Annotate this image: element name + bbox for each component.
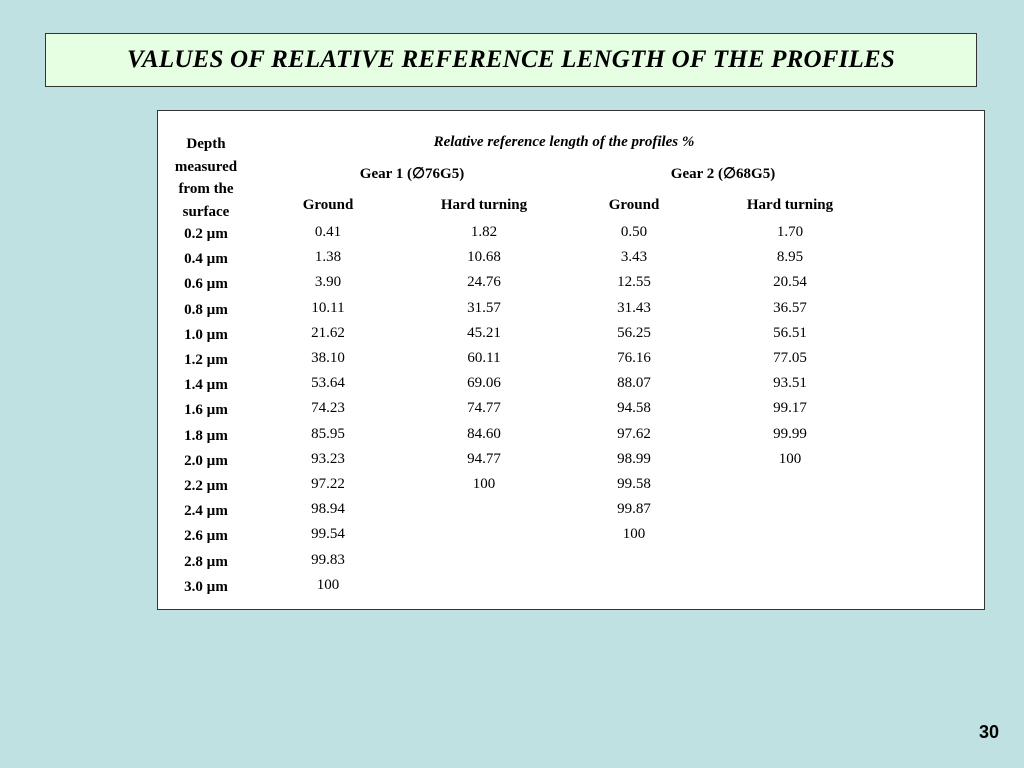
gear1-header: Gear 1 (∅76G5) — [359, 166, 465, 182]
value-cell: 93.23 — [311, 450, 345, 467]
value-cell: 21.62 — [311, 324, 345, 341]
depth-cell: 2.6 µm — [184, 528, 228, 545]
value-cell: 99.54 — [311, 526, 345, 543]
value-cell: 97.62 — [617, 425, 651, 442]
depth-cell: 1.8 µm — [184, 427, 228, 444]
depth-cell: 2.2 µm — [184, 478, 228, 494]
value-cell: 38.10 — [311, 350, 345, 366]
value-cell: 3.90 — [314, 274, 342, 291]
value-cell: 74.77 — [467, 400, 501, 417]
value-cell: 77.05 — [773, 350, 807, 366]
depth-header-line: surface — [182, 203, 230, 220]
depth-header-line: Depth — [186, 136, 226, 152]
value-cell: 98.94 — [311, 501, 345, 518]
value-cell: 98.99 — [617, 450, 651, 467]
value-cell: 99.83 — [311, 551, 345, 568]
depth-cell: 0.6 µm — [184, 276, 228, 293]
depth-cell: 1.6 µm — [184, 402, 228, 419]
value-cell: 0.41 — [314, 224, 342, 240]
depth-cell: 1.4 µm — [184, 377, 228, 394]
value-cell: 1.38 — [314, 249, 342, 266]
value-cell: 3.43 — [620, 249, 648, 266]
value-cell: 8.95 — [776, 249, 804, 266]
value-cell: 69.06 — [467, 375, 501, 392]
data-table — [157, 110, 985, 610]
value-cell: 31.57 — [467, 299, 501, 316]
depth-header-line: from the — [178, 181, 234, 197]
value-cell: 84.60 — [467, 425, 501, 442]
value-cell: 1.70 — [776, 224, 804, 240]
value-cell: 24.76 — [467, 274, 501, 291]
value-cell: 88.07 — [617, 375, 651, 392]
value-cell: 97.22 — [311, 476, 345, 492]
depth-header — [163, 133, 249, 223]
value-cell: 0.50 — [620, 224, 648, 240]
value-cell: 99.87 — [617, 501, 651, 518]
value-cell: 76.16 — [617, 350, 651, 366]
value-cell: 99.17 — [773, 400, 807, 417]
depth-cell: 2.0 µm — [184, 452, 228, 469]
value-cell: 99.58 — [617, 476, 651, 492]
value-cell: 45.21 — [467, 324, 501, 341]
value-cell: 74.23 — [311, 400, 345, 417]
value-cell: 100 — [778, 450, 802, 467]
slide-title: VALUES OF RELATIVE REFERENCE LENGTH OF THE PROFILES — [126, 46, 896, 73]
column-header-ground-gear1: Ground — [302, 197, 354, 213]
page-number: 30 — [978, 722, 999, 742]
title-banner — [45, 33, 977, 87]
depth-header-line: measured — [174, 158, 238, 175]
depth-cell: 2.8 µm — [184, 553, 228, 570]
value-cell: 94.77 — [467, 450, 501, 467]
value-cell: 12.55 — [617, 274, 651, 291]
depth-cell: 0.8 µm — [184, 301, 228, 318]
depth-cell: 1.2 µm — [184, 352, 228, 368]
value-cell: 99.99 — [773, 425, 807, 442]
column-header-ground-gear2: Ground — [608, 197, 660, 213]
gear2-header: Gear 2 (∅68G5) — [670, 166, 776, 182]
depth-cell: 1.0 µm — [184, 326, 228, 343]
value-cell: 10.11 — [311, 299, 345, 316]
value-cell: 100 — [622, 526, 646, 543]
column-header-hard-turning-gear1: Hard turning — [440, 197, 528, 213]
depth-cell: 0.2 µm — [184, 226, 228, 242]
value-cell: 56.25 — [617, 324, 651, 341]
value-cell: 85.95 — [311, 425, 345, 442]
value-cell: 100 — [472, 476, 496, 492]
value-cell: 1.82 — [470, 224, 498, 240]
value-cell: 56.51 — [773, 324, 807, 341]
value-cell: 60.11 — [467, 350, 501, 366]
value-cell: 20.54 — [773, 274, 807, 291]
depth-cell: 0.4 µm — [184, 251, 228, 268]
value-cell: 100 — [316, 576, 340, 593]
value-cell: 94.58 — [617, 400, 651, 417]
value-cell: 93.51 — [773, 375, 807, 392]
column-header-hard-turning-gear2: Hard turning — [746, 197, 834, 213]
group-header: Relative reference length of the profiles % — [433, 134, 695, 150]
value-cell: 10.68 — [467, 249, 501, 266]
value-cell: 31.43 — [617, 299, 651, 316]
value-cell: 53.64 — [311, 375, 345, 392]
value-cell: 36.57 — [773, 299, 807, 316]
depth-cell: 2.4 µm — [184, 503, 228, 520]
depth-cell: 3.0 µm — [184, 578, 228, 595]
